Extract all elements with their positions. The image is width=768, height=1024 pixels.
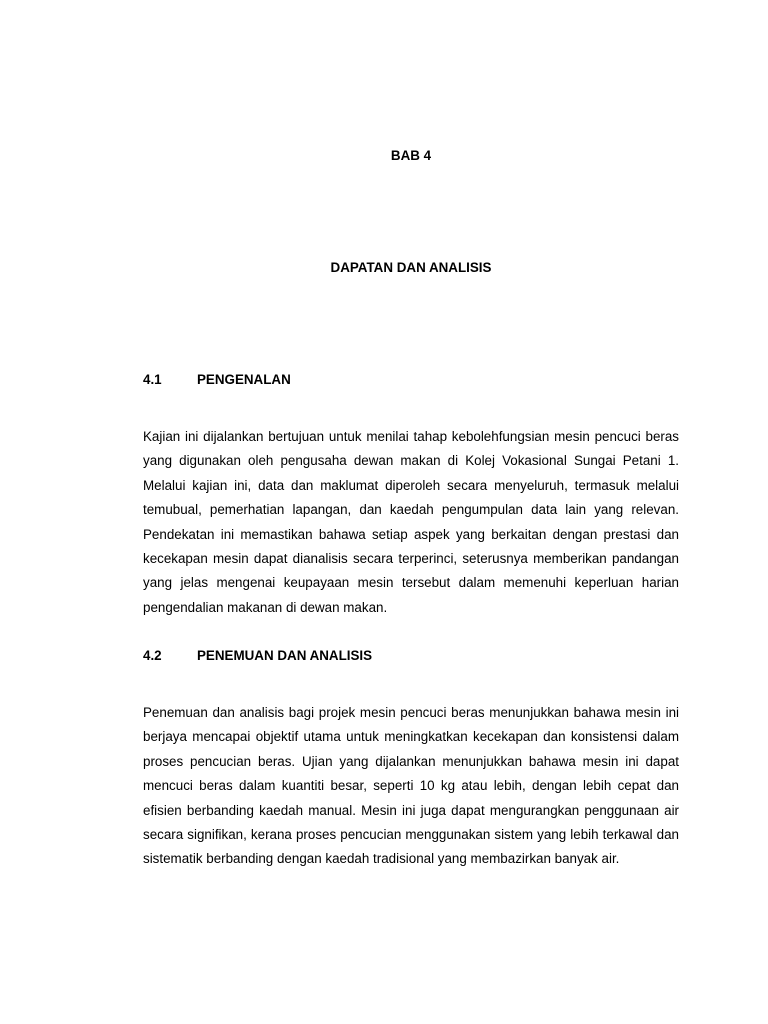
chapter-title: DAPATAN DAN ANALISIS (330, 260, 492, 275)
section-title: PENGENALAN (197, 372, 291, 387)
section-number: 4.2 (143, 648, 162, 663)
section-title: PENEMUAN DAN ANALISIS (197, 648, 373, 663)
section-paragraph-penemuan-dan-analisis: Penemuan dan analisis bagi projek mesin pencuci beras menunjukkan bahawa mesin ini berjaya mencapai objektif utama untuk meningkatkan kecekapan dan konsistensi dalam proses pencucian beras. Ujian yang dijalankan menunjukkan bahawa mesin ini dapat mencuci beras dalam kuantiti besar, seperti 10 kg atau lebih, dengan lebih cepat dan efisien berbanding kaedah manual. Mesin ini juga dapat mengurangkan penggunaan air secara signifikan, kerana proses pencucian menggunakan sistem yang lebih terkawal dan sistematik berbanding dengan kaedah tradisional yang membazirkan banyak air. (143, 705, 679, 867)
section-heading-penemuan-dan-analisis (143, 647, 372, 665)
section-heading-pengenalan (143, 371, 291, 389)
section-number: 4.1 (143, 372, 162, 387)
chapter-number: BAB 4 (390, 148, 432, 163)
section-paragraph-pengenalan: Kajian ini dijalankan bertujuan untuk menilai tahap kebolehfungsian mesin pencuci beras yang digunakan oleh pengusaha dewan makan di Kolej Vokasional Sungai Petani 1. Melalui kajian ini, data dan maklumat diperoleh secara menyeluruh, termasuk melalui temubual, pemerhatian lapangan, dan kaedah pengumpulan data lain yang relevan. Pendekatan ini memastikan bahawa setiap aspek yang berkaitan dengan prestasi dan kecekapan mesin dapat dianalisis secara terperinci, seterusnya memberikan pandangan yang jelas mengenai keupayaan mesin tersebut dalam memenuhi keperluan harian pengendalian makanan di dewan makan. (143, 429, 679, 615)
